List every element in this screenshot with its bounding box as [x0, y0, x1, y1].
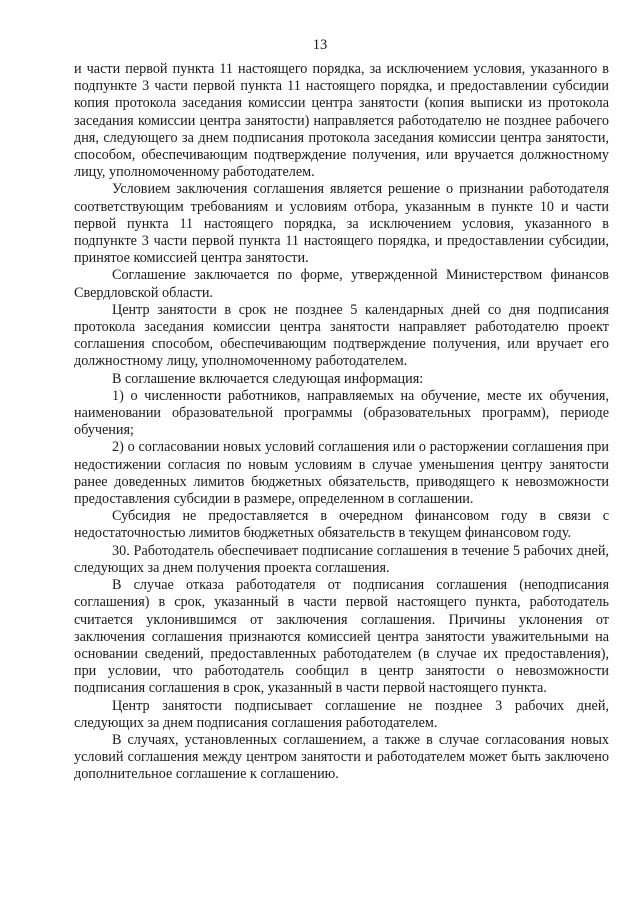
paragraph-agreement-condition: Условием заключения соглашения является решение о признании работодателя соответствующим требованиям и условиям отбора, указанным в пункте 10 и части первой пункта 11 настоящего порядка, за исключением условия, указанного в подпункте 3 части первой пункта 11 настоящего порядка, и предоставлении субсидии, принятое комиссией центра занятости. — [74, 181, 609, 267]
document-body — [74, 61, 609, 784]
paragraph-agreement-form: Соглашение заключается по форме, утвержденной Министерством финансов Свердловской области. — [74, 267, 609, 301]
paragraph-item-30: 30. Работодатель обеспечивает подписание соглашения в течение 5 рабочих дней, следующих за днем получения проекта соглашения. — [74, 542, 609, 576]
paragraph-draft-agreement: Центр занятости в срок не позднее 5 календарных дней со дня подписания протокола заседания комиссии центра занятости направляет работодателю проект соглашения способом, обеспечивающим подтверждение получения, или вручает его должностному лицу, уполномоченному работодателем. — [74, 301, 609, 370]
paragraph-refusal: В случае отказа работодателя от подписания соглашения (неподписания соглашения) в срок, указанный в части первой настоящего пункта, работодатель считается уклонившимся от заключения соглашения. Причины уклонения от заключения соглашения признаются комиссией центра занятости уважительными на основании сведений, предоставленных работодателем (в случае их предоставления), при условии, что работодатель сообщил в центр занятости о невозможности подписания соглашения в срок, указанный в части первой настоящего пункта. — [74, 577, 609, 697]
page-number: 13 — [312, 37, 328, 53]
paragraph-additional-agreement: В случаях, установленных соглашением, а также в случае согласования новых условий соглашения между центром занятости и работодателем может быть заключено дополнительное соглашение к соглашению. — [74, 731, 609, 783]
paragraph-subsidy-limits: Субсидия не предоставляется в очередном финансовом году в связи с недостаточностью лимитов бюджетных обязательств в текущем финансовом году. — [74, 508, 609, 542]
paragraph-continuation: и части первой пункта 11 настоящего порядка, за исключением условия, указанного в подпункте 3 части первой пункта 11 настоящего порядка, и предоставлении субсидии копия протокола заседания комиссии центра занятости (копия выписки из протокола заседания комиссии центра занятости) направляется работодателю не позднее рабочего дня, следующего за днем подписания протокола заседания комиссии центра занятости, способом, обеспечивающим подтверждение получения, или вручается должностному лицу, уполномоченному работодателем. — [74, 61, 609, 181]
paragraph-item-1: 1) о численности работников, направляемых на обучение, месте их обучения, наименовании образовательной программы (образовательных программ), периоде обучения; — [74, 387, 609, 439]
paragraph-agreement-contents: В соглашение включается следующая информация: — [112, 370, 424, 387]
paragraph-item-2: 2) о согласовании новых условий соглашения или о расторжении соглашения при недостижении согласия по новым условиям в случае уменьшения центру занятости ранее доведенных лимитов бюджетных обязательств, приводящего к невозможности предоставления субсидии в размере, определенном в соглашении. — [74, 439, 609, 508]
paragraph-center-signing: Центр занятости подписывает соглашение не позднее 3 рабочих дней, следующих за днем подписания соглашения работодателем. — [74, 697, 609, 731]
